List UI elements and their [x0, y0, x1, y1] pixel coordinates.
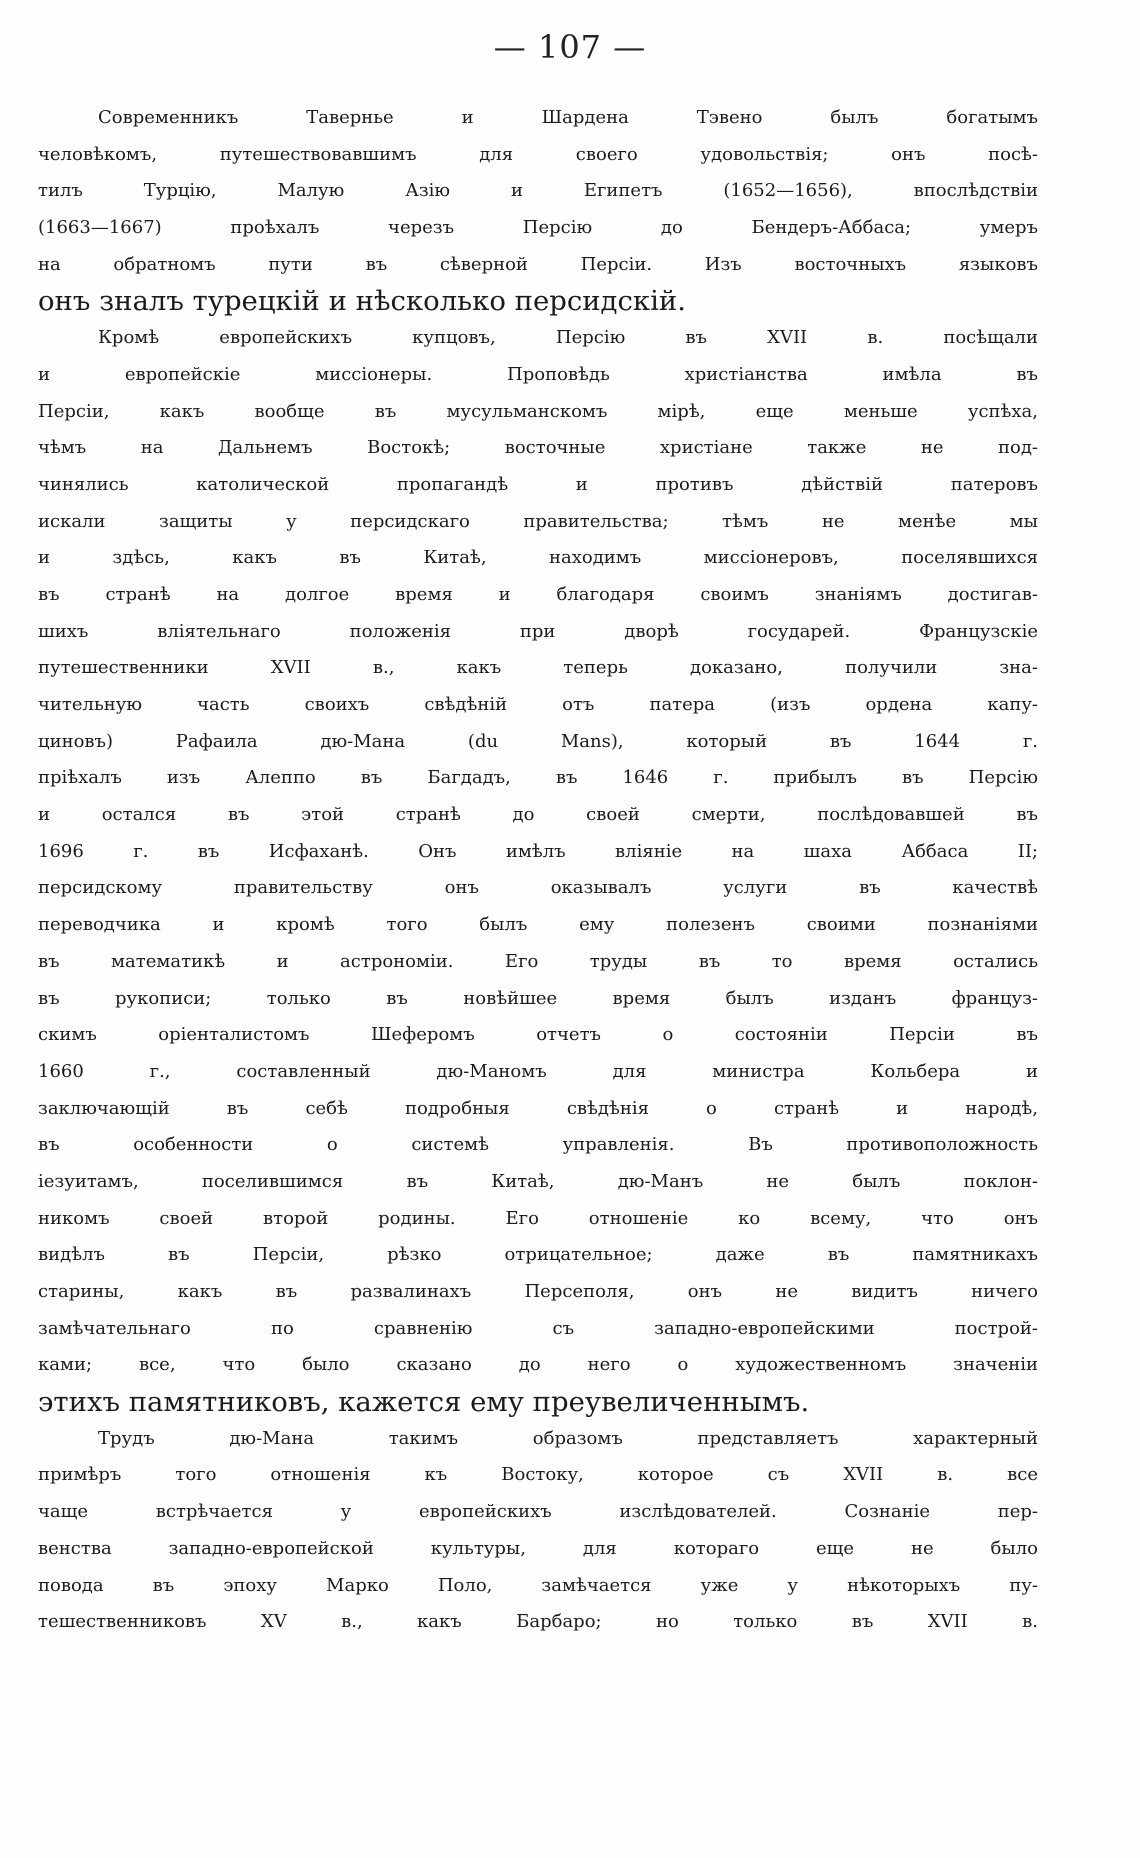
- text-line: видѣлъ въ Персіи, рѣзко отрицательное; даже въ памятникахъ: [38, 1244, 1038, 1266]
- text-line: переводчика и кромѣ того былъ ему полезенъ своими познаніями: [38, 914, 1038, 936]
- text-line: заключающій въ себѣ подробныя свѣдѣнія о странѣ и народѣ,: [38, 1097, 1038, 1119]
- text-line: Трудъ дю-Мана такимъ образомъ представляетъ характерный: [98, 1427, 1038, 1449]
- text-line: шихъ вліятельнаго положенія при дворѣ государей. Французскіе: [38, 620, 1038, 642]
- text-line: примѣръ того отношенія къ Востоку, которое съ XVII в. все: [38, 1464, 1038, 1486]
- text-line: никомъ своей второй родины. Его отношеніе ко всему, что онъ: [38, 1207, 1038, 1229]
- text-line: (1663—1667) проѣхалъ черезъ Персію до Бендеръ-Аббаса; умеръ: [38, 217, 1038, 239]
- text-line: чинялись католической пропагандѣ и противъ дѣйствій патеровъ: [38, 473, 1038, 495]
- text-line: въ рукописи; только въ новѣйшее время былъ изданъ француз-: [38, 987, 1038, 1009]
- text-line: тилъ Турцію, Малую Азію и Египетъ (1652—1656), впослѣдствіи: [38, 180, 1038, 202]
- text-line: чаще встрѣчается у европейскихъ изслѣдователей. Сознаніе пер-: [38, 1501, 1038, 1523]
- text-line: ками; все, что было сказано до него о художественномъ значеніи: [38, 1354, 1038, 1376]
- text-line: въ особенности о системѣ управленія. Въ противоположность: [38, 1134, 1038, 1156]
- text-line: пріѣхалъ изъ Алеппо въ Багдадъ, въ 1646 г. прибылъ въ Персію: [38, 767, 1038, 789]
- text-line: іезуитамъ, поселившимся въ Китаѣ, дю-Манъ не былъ поклон-: [38, 1170, 1038, 1192]
- page-number: — 107 —: [493, 28, 647, 66]
- text-line: чѣмъ на Дальнемъ Востокѣ; восточные христіане также не под-: [38, 437, 1038, 459]
- text-line: онъ зналъ турецкій и нѣсколько персидскій.: [38, 285, 686, 318]
- body-text: [38, 100, 1038, 1641]
- text-line: скимъ оріенталистомъ Шеферомъ отчетъ о состояніи Персіи въ: [38, 1024, 1038, 1046]
- text-line: человѣкомъ, путешествовавшимъ для своего удовольствія; онъ посѣ-: [38, 143, 1038, 165]
- text-line: циновъ) Рафаила дю-Мана (du Mans), который въ 1644 г.: [38, 730, 1038, 752]
- text-line: этихъ памятниковъ, кажется ему преувеличеннымъ.: [38, 1386, 810, 1419]
- text-line: Современникъ Тавернье и Шардена Тэвено былъ богатымъ: [98, 107, 1038, 128]
- text-line: искали защиты у персидскаго правительства; тѣмъ не менѣе мы: [38, 510, 1038, 532]
- text-line: замѣчательнаго по сравненію съ западно-европейскими построй-: [38, 1317, 1038, 1339]
- text-line: Персіи, какъ вообще въ мусульманскомъ мірѣ, еще меньше успѣха,: [38, 400, 1038, 422]
- text-line: 1696 г. въ Исфаханѣ. Онъ имѣлъ вліяніе на шаха Аббаса II;: [38, 840, 1038, 862]
- text-line: тешественниковъ XV в., какъ Барбаро; но только въ XVII в.: [38, 1611, 1038, 1633]
- text-line: Кромѣ европейскихъ купцовъ, Персію въ XVII в. посѣщали: [98, 327, 1038, 349]
- text-line: венства западно-европейской культуры, для котораго еще не было: [38, 1537, 1038, 1559]
- text-line: путешественники XVII в., какъ теперь доказано, получили зна-: [38, 657, 1038, 679]
- text-line: и европейскіе миссіонеры. Проповѣдь христіанства имѣла въ: [38, 363, 1038, 385]
- text-line: и остался въ этой странѣ до своей смерти, послѣдовавшей въ: [38, 804, 1038, 826]
- text-line: въ странѣ на долгое время и благодаря своимъ знаніямъ достигав-: [38, 583, 1038, 605]
- text-line: и здѣсь, какъ въ Китаѣ, находимъ миссіонеровъ, поселявшихся: [38, 547, 1038, 569]
- text-line: въ математикѣ и астрономіи. Его труды въ то время остались: [38, 950, 1038, 972]
- text-line: чительную часть своихъ свѣдѣній отъ патера (изъ ордена капу-: [38, 694, 1038, 715]
- text-line: старины, какъ въ развалинахъ Персеполя, онъ не видитъ ничего: [38, 1281, 1038, 1302]
- text-line: 1660 г., составленный дю-Маномъ для министра Кольбера и: [38, 1060, 1038, 1082]
- text-line: персидскому правительству онъ оказывалъ услуги въ качествѣ: [38, 877, 1038, 899]
- text-line: повода въ эпоху Марко Поло, замѣчается уже у нѣкоторыхъ пу-: [38, 1574, 1038, 1596]
- text-line: на обратномъ пути въ сѣверной Персіи. Изъ восточныхъ языковъ: [38, 253, 1038, 275]
